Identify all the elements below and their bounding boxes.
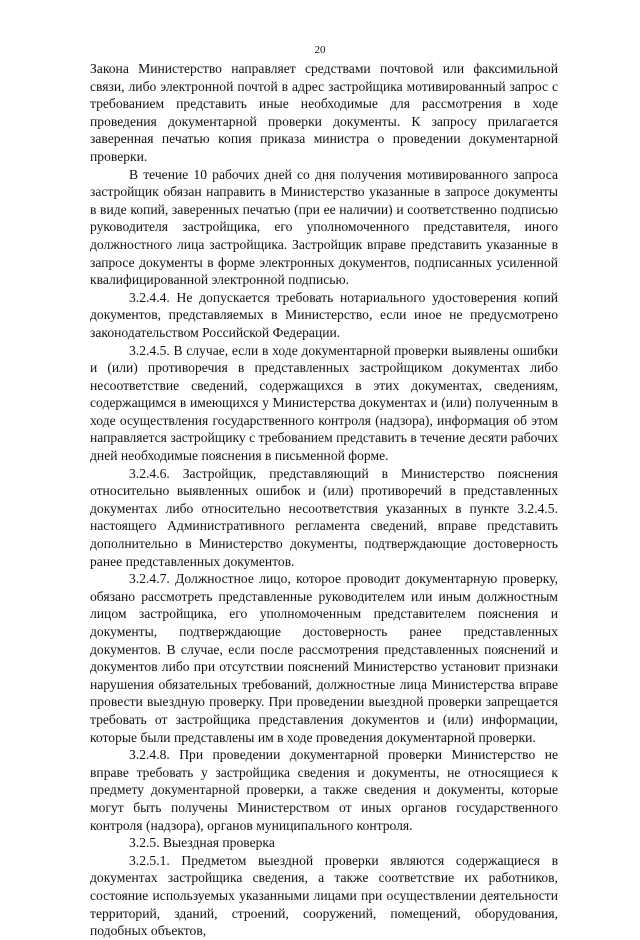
paragraph: Закона Министерство направляет средствами почтовой или факсимильной связи, либо электронной почтой в адрес застройщика мотивированный запрос с требованием представить иные необходимые для рассмотрения в ходе проведения документарной проверки документы. К запросу прилагается заверенная печатью копия приказа министра о проведении документарной проверки. xyxy=(90,61,558,164)
section-heading: 3.2.5. Выездная проверка xyxy=(129,835,275,851)
paragraph: 3.2.4.8. При проведении документарной проверки Министерство не вправе требовать у застройщика сведения и документы, не относящиеся к предмету документарной проверки, а также сведения и документы, которые могут быть получены Министерством от иных органов государственного контроля (надзора), органов муниципального контроля. xyxy=(90,747,558,833)
paragraph: 3.2.4.6. Застройщик, представляющий в Министерство пояснения относительно выявленных ошибок и (или) противоречий в представленных документах либо относительно несоответствия указанных в пункте 3.2.4.5. настоящего Административного регламента сведений, вправе представить дополнительно в Министерство документы, подтверждающие достоверность ранее представленных документов. xyxy=(90,465,558,569)
paragraph: В течение 10 рабочих дней со дня получения мотивированного запроса застройщик обязан направить в Министерство указанные в запросе документы в виде копий, заверенных печатью (при ее наличии) и соответственно подписью руководителя застройщика, его уполномоченного представителя, иного должностного лица застройщика. Застройщик вправе представить указанные в запросе документы в форме электронных документов, подписанных усиленной квалифицированной электронной подписью. xyxy=(90,166,558,288)
paragraph: 3.2.4.4. Не допускается требовать нотариального удостоверения копий документов, представляемых в Министерство, если иное не предусмотрено законодательством Российской Федерации. xyxy=(90,289,558,340)
paragraph: 3.2.4.5. В случае, если в ходе документарной проверки выявлены ошибки и (или) противоречия в представленных застройщиком документах либо несоответствие сведений, содержащихся в этих документах, сведениям, содержащимся в имеющихся у Министерства документах и (или) полученным в ходе осуществления государственного контроля (надзора), информация об этом направляется застройщику с требованием представить в течение десяти рабочих дней необходимые пояснения в письменной форме. xyxy=(90,342,558,464)
paragraph: 3.2.4.7. Должностное лицо, которое проводит документарную проверку, обязано рассмотреть представленные руководителем или иным должностным лицом застройщика, его уполномоченным представителем пояснения и документы, подтверждающие достоверность ранее представленных документов. В случае, если после рассмотрения представленных пояснений и документов либо при отсутствии пояснений Министерство установит признаки нарушения обязательных требований, должностные лица Министерства вправе провести выездную проверку. При проведении выездной проверки запрещается требовать от застройщика представления документов и (или) информации, которые были представлены им в ходе проведения документарной проверки. xyxy=(90,571,558,745)
paragraph: 3.2.5.1. Предметом выездной проверки являются содержащиеся в документах застройщика сведения, а также соответствие их работников, состояние используемых указанными лицами при осуществлении деятельности территорий, зданий, строений, сооружений, помещений, оборудования, подобных объектов, xyxy=(90,852,558,939)
page-number: 20 xyxy=(314,44,326,56)
document-body xyxy=(90,60,558,940)
